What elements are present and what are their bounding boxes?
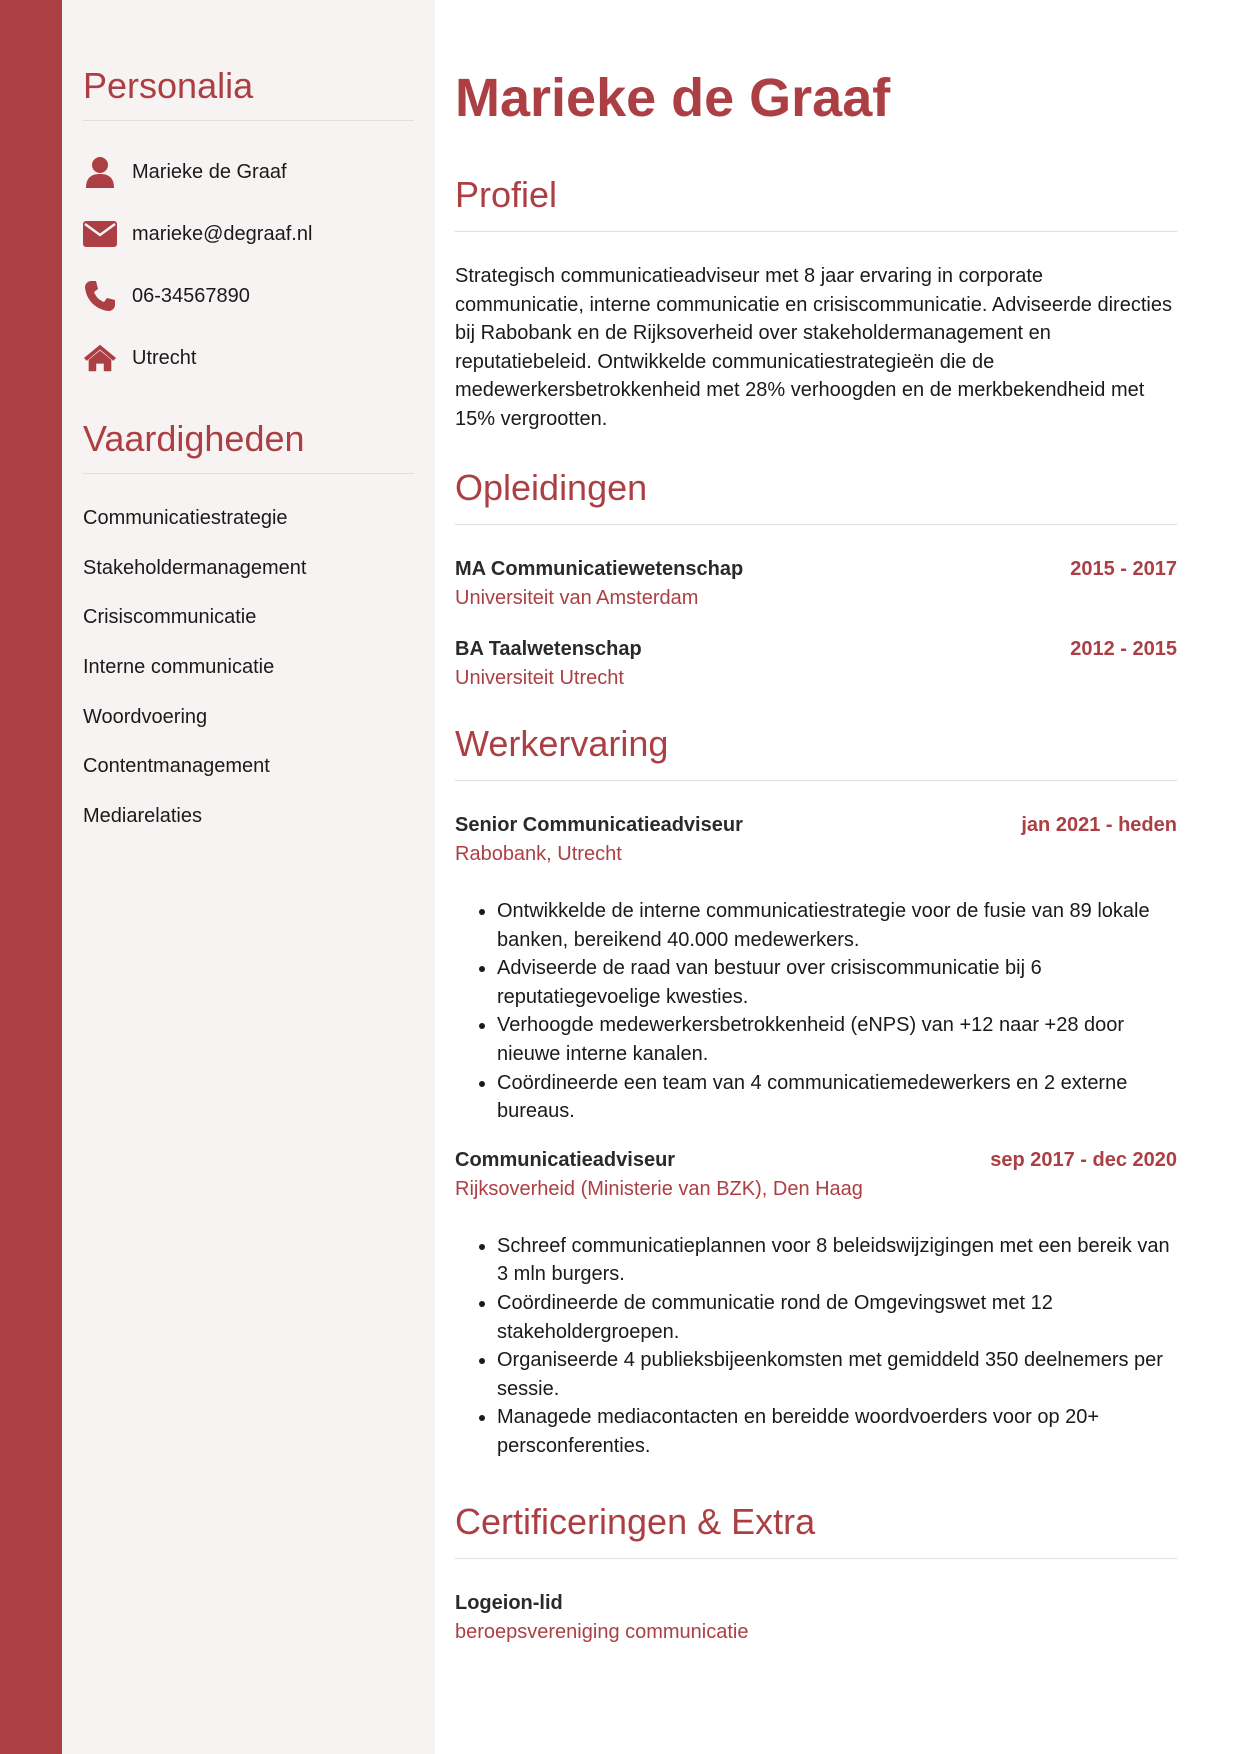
education-entry (455, 555, 1177, 613)
home-icon (83, 341, 117, 375)
certification-subtitle: beroepsvereniging communicatie (455, 1621, 749, 1643)
list-item: • Organiseerde 4 publieksbijeenkomsten met gemiddeld 350 deelnemers per sessie. (497, 1346, 1177, 1403)
contact-email[interactable]: marieke@degraaf.nl (132, 222, 313, 245)
certification-entry (455, 1589, 1177, 1647)
skill-item: Communicatiestrategie (83, 507, 288, 529)
education-entry (455, 635, 1177, 693)
contact-item-email (83, 203, 414, 265)
phone-icon (83, 279, 117, 313)
envelope-icon (83, 217, 117, 251)
page-title: Marieke de Graaf (455, 68, 891, 128)
experience-heading: Werkervaring (455, 722, 1177, 781)
education-heading: Opleidingen (455, 466, 1177, 525)
job-entry (455, 1146, 1177, 1461)
job-bullets (455, 1232, 1177, 1461)
job-employer: Rijksoverheid (Ministerie van BZK), Den Haag (455, 1177, 863, 1200)
skill-item: Crisiscommunicatie (83, 606, 257, 629)
job-title: Communicatieadviseur (455, 1148, 676, 1171)
job-entry (455, 811, 1177, 1126)
list-item: • Schreef communicatieplannen voor 8 beleidswijzigingen met een bereik van 3 mln burgers. (497, 1232, 1177, 1289)
job-title: Senior Communicatieadviseur (455, 814, 743, 836)
personalia-heading: Personalia (83, 64, 414, 121)
education-section (455, 466, 1177, 693)
list-item: • Coördineerde een team van 4 communicatiemedewerkers en 2 externe bureaus. (497, 1069, 1177, 1126)
certifications-section (455, 1500, 1177, 1647)
sidebar (62, 0, 435, 1754)
list-item: • Coördineerde de communicatie rond de Omgevingswet met 12 stakeholdergroepen. (497, 1289, 1177, 1346)
skill-item: Woordvoering (83, 705, 208, 728)
list-item: • Ontwikkelde de interne communicatiestrategie voor de fusie van 89 lokale banken, bereikend 40.000 medewerkers. (497, 897, 1177, 954)
list-item: • Verhoogde medewerkersbetrokkenheid (eNPS) van +12 naar +28 door nieuwe interne kanalen. (497, 1011, 1177, 1068)
skill-item: Mediarelaties (83, 805, 202, 828)
contact-phone[interactable]: 06-34567890 (132, 284, 250, 307)
job-date: jan 2021 - heden (1021, 814, 1177, 836)
certification-title: Logeion-lid (455, 1592, 563, 1614)
job-date: sep 2017 - dec 2020 (990, 1148, 1177, 1171)
education-institution: Universiteit Utrecht (455, 667, 624, 689)
profile-text: Strategisch communicatieadviseur met 8 jaar ervaring in corporate communicatie, interne communicatie en crisiscommunicatie. Adviseerde directies bij Rabobank en de Rijksoverheid over stakeholdermanagement en reputatiebeleid. Ontwikkelde communicatiestrategieën die de medewerkersbetrokkenheid met 28% verhoogden en de merkbekendheid met 15% vergrootten. (455, 265, 1172, 430)
contact-item-location (83, 327, 414, 389)
education-date: 2012 - 2015 (1070, 638, 1177, 660)
skill-item: Stakeholdermanagement (83, 556, 307, 579)
list-item: • Managede mediacontacten en bereidde woordvoerders voor op 20+ persconferenties. (497, 1403, 1177, 1460)
contact-item-name (83, 141, 414, 203)
experience-section (455, 722, 1177, 1461)
list-item: • Adviseerde de raad van bestuur over crisiscommunicatie bij 6 reputatiegevoelige kwesties. (497, 954, 1177, 1011)
job-employer: Rabobank, Utrecht (455, 843, 622, 865)
skill-item: Contentmanagement (83, 755, 270, 778)
education-title: MA Communicatiewetenschap (455, 558, 744, 580)
profile-section (455, 173, 1177, 434)
contact-list (83, 141, 414, 389)
skill-list (83, 494, 414, 842)
accent-bar (0, 0, 62, 1754)
profile-heading: Profiel (455, 173, 1177, 232)
education-title: BA Taalwetenschap (455, 638, 642, 660)
contact-item-phone (83, 265, 414, 327)
contact-name: Marieke de Graaf (132, 160, 287, 183)
certifications-heading: Certificeringen & Extra (455, 1500, 1177, 1559)
user-icon (83, 155, 117, 189)
education-date: 2015 - 2017 (1070, 558, 1177, 580)
skills-heading: Vaardigheden (83, 417, 414, 474)
contact-location: Utrecht (132, 346, 197, 369)
skill-item: Interne communicatie (83, 656, 275, 679)
education-institution: Universiteit van Amsterdam (455, 587, 699, 609)
job-bullets (455, 897, 1177, 1126)
